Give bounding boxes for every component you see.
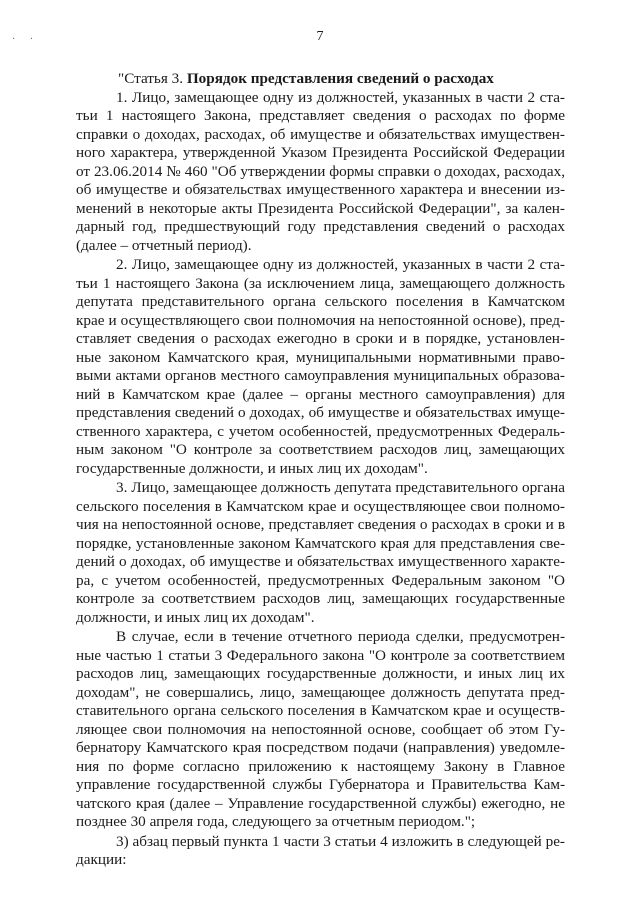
paragraph-line: тьи 1 настоящего Закона, представляет сведения о расходах по форме [76, 107, 565, 124]
paragraph-line: об имуществе и обязательствах имущественного характера и внесении из- [76, 181, 565, 198]
paragraph-line: дений о доходах, об имуществе и обязательствах имущественного характе- [76, 553, 565, 570]
paragraph-line: должности, и иных лиц их доходам". [76, 608, 315, 626]
paragraph-line: дакции: [76, 851, 127, 868]
paragraph-line: порядке, установленные законом Камчатского края для представления све- [76, 534, 565, 552]
paragraph-p5 [76, 833, 565, 870]
paragraph-line: чия на непостоянной основе, представляет сведения о расходах в сроки и в [76, 516, 565, 533]
article-prefix: "Статья 3. [118, 70, 187, 87]
paragraph-line: ным законом "О контроле за соответствием расходов лиц, замещающих [76, 441, 565, 458]
paragraph-line: крае и осуществляющего свои полномочия на непостоянной основе), пред- [76, 311, 565, 329]
paragraph-line: выми актами органов местного самоуправления муниципальных образова- [76, 367, 565, 384]
document-body [76, 70, 565, 870]
paragraph-line: ного характера, утвержденной Указом Президента Российской Федерации [76, 144, 565, 161]
paragraph-p4 [76, 628, 565, 832]
paragraph-line: ные законом Камчатского края, муниципальными нормативными право- [76, 348, 565, 366]
paragraph-line: ляющее свои полномочия на непостоянной основе, сообщает об этом Гу- [76, 720, 565, 738]
paragraph-line: 2. Лицо, замещающее одну из должностей, указанных в части 2 ста- [116, 256, 565, 273]
page-number: 7 [316, 29, 324, 44]
paragraph-line: 3) абзац первый пункта 1 части 3 статьи 4 изложить в следующей ре- [116, 832, 565, 850]
paragraph-p2 [76, 256, 565, 478]
scan-marks: · · [12, 34, 40, 45]
paragraph-line: ра, с учетом особенностей, предусмотренных Федеральным законом "О [76, 571, 565, 589]
paragraph-line: ставительного органа сельского поселения в Камчатском крае и осуществ- [76, 702, 565, 719]
paragraph-line: 3. Лицо, замещающее должность депутата представительного органа [116, 479, 565, 496]
paragraph-line: тьи 1 настоящего Закона (за исключением лица, замещающего должность [76, 274, 565, 292]
paragraph-line: справки о доходах, расходах, об имуществе и обязательствах имуществен- [76, 125, 565, 143]
paragraph-line: ния по форме согласно приложению к настоящему Закону в Главное [76, 757, 565, 775]
paragraph-line: расходов лиц, замещающих государственные должности, и иных лиц их [76, 665, 565, 682]
paragraph-line: ные частью 1 статьи 3 Федерального закона "О контроле за соответствием [76, 646, 565, 664]
paragraph-line: 1. Лицо, замещающее одну из должностей, указанных в части 2 ста- [116, 88, 565, 106]
paragraph-line: В случае, если в течение отчетного периода сделки, предусмотрен- [116, 628, 565, 645]
paragraph-line: сельского поселения в Камчатском крае и осуществляющее свои полномо- [76, 497, 565, 515]
paragraph-line: представления сведений о доходах, об имуществе и обязательствах имуще- [76, 404, 565, 421]
paragraph-line: бернатору Камчатского края посредством подачи (направления) уведомле- [76, 739, 565, 756]
paragraph-line: ставляет сведения о расходах ежегодно в сроки и в порядке, установлен- [76, 330, 565, 347]
paragraph-line: депутата представительного органа сельского поселения в Камчатском [76, 293, 565, 310]
paragraph-line: государственные должности, и иных лиц их доходам". [76, 459, 428, 477]
article-heading [76, 70, 565, 89]
paragraph-p3 [76, 479, 565, 627]
paragraph-line: управление государственной службы Губернатора и Правительства Кам- [76, 776, 565, 793]
paragraph-line: дарный год, предшествующий году представления сведений о расходах [76, 218, 565, 235]
paragraphs [76, 89, 565, 870]
paragraph-line: доходам", не совершались, лицо, замещающее должность депутата пред- [76, 683, 565, 701]
paragraph-line: (далее – отчетный период). [76, 236, 252, 254]
paragraph-line: менений в некоторые акты Президента Российской Федерации", за кален- [76, 199, 565, 217]
paragraph-line: позднее 30 апреля года, следующего за отчетным периодом."; [76, 813, 476, 830]
paragraph-line: от 23.06.2014 № 460 "Об утверждении формы справки о доходах, расходах, [76, 162, 565, 180]
paragraph-line: ний в Камчатском крае (далее – органы местного самоуправления) для [76, 385, 565, 403]
article-title: Порядок представления сведений о расходах [186, 70, 494, 87]
paragraph-line: ственного характера, с учетом особенностей, предусмотренных Федераль- [76, 422, 565, 440]
paragraph-line: контроле за соответствием расходов лиц, замещающих государственные [76, 590, 565, 607]
paragraph-line: чатского края (далее – Управление государственной службы) ежегодно, не [76, 794, 565, 812]
paragraph-p1 [76, 89, 565, 256]
